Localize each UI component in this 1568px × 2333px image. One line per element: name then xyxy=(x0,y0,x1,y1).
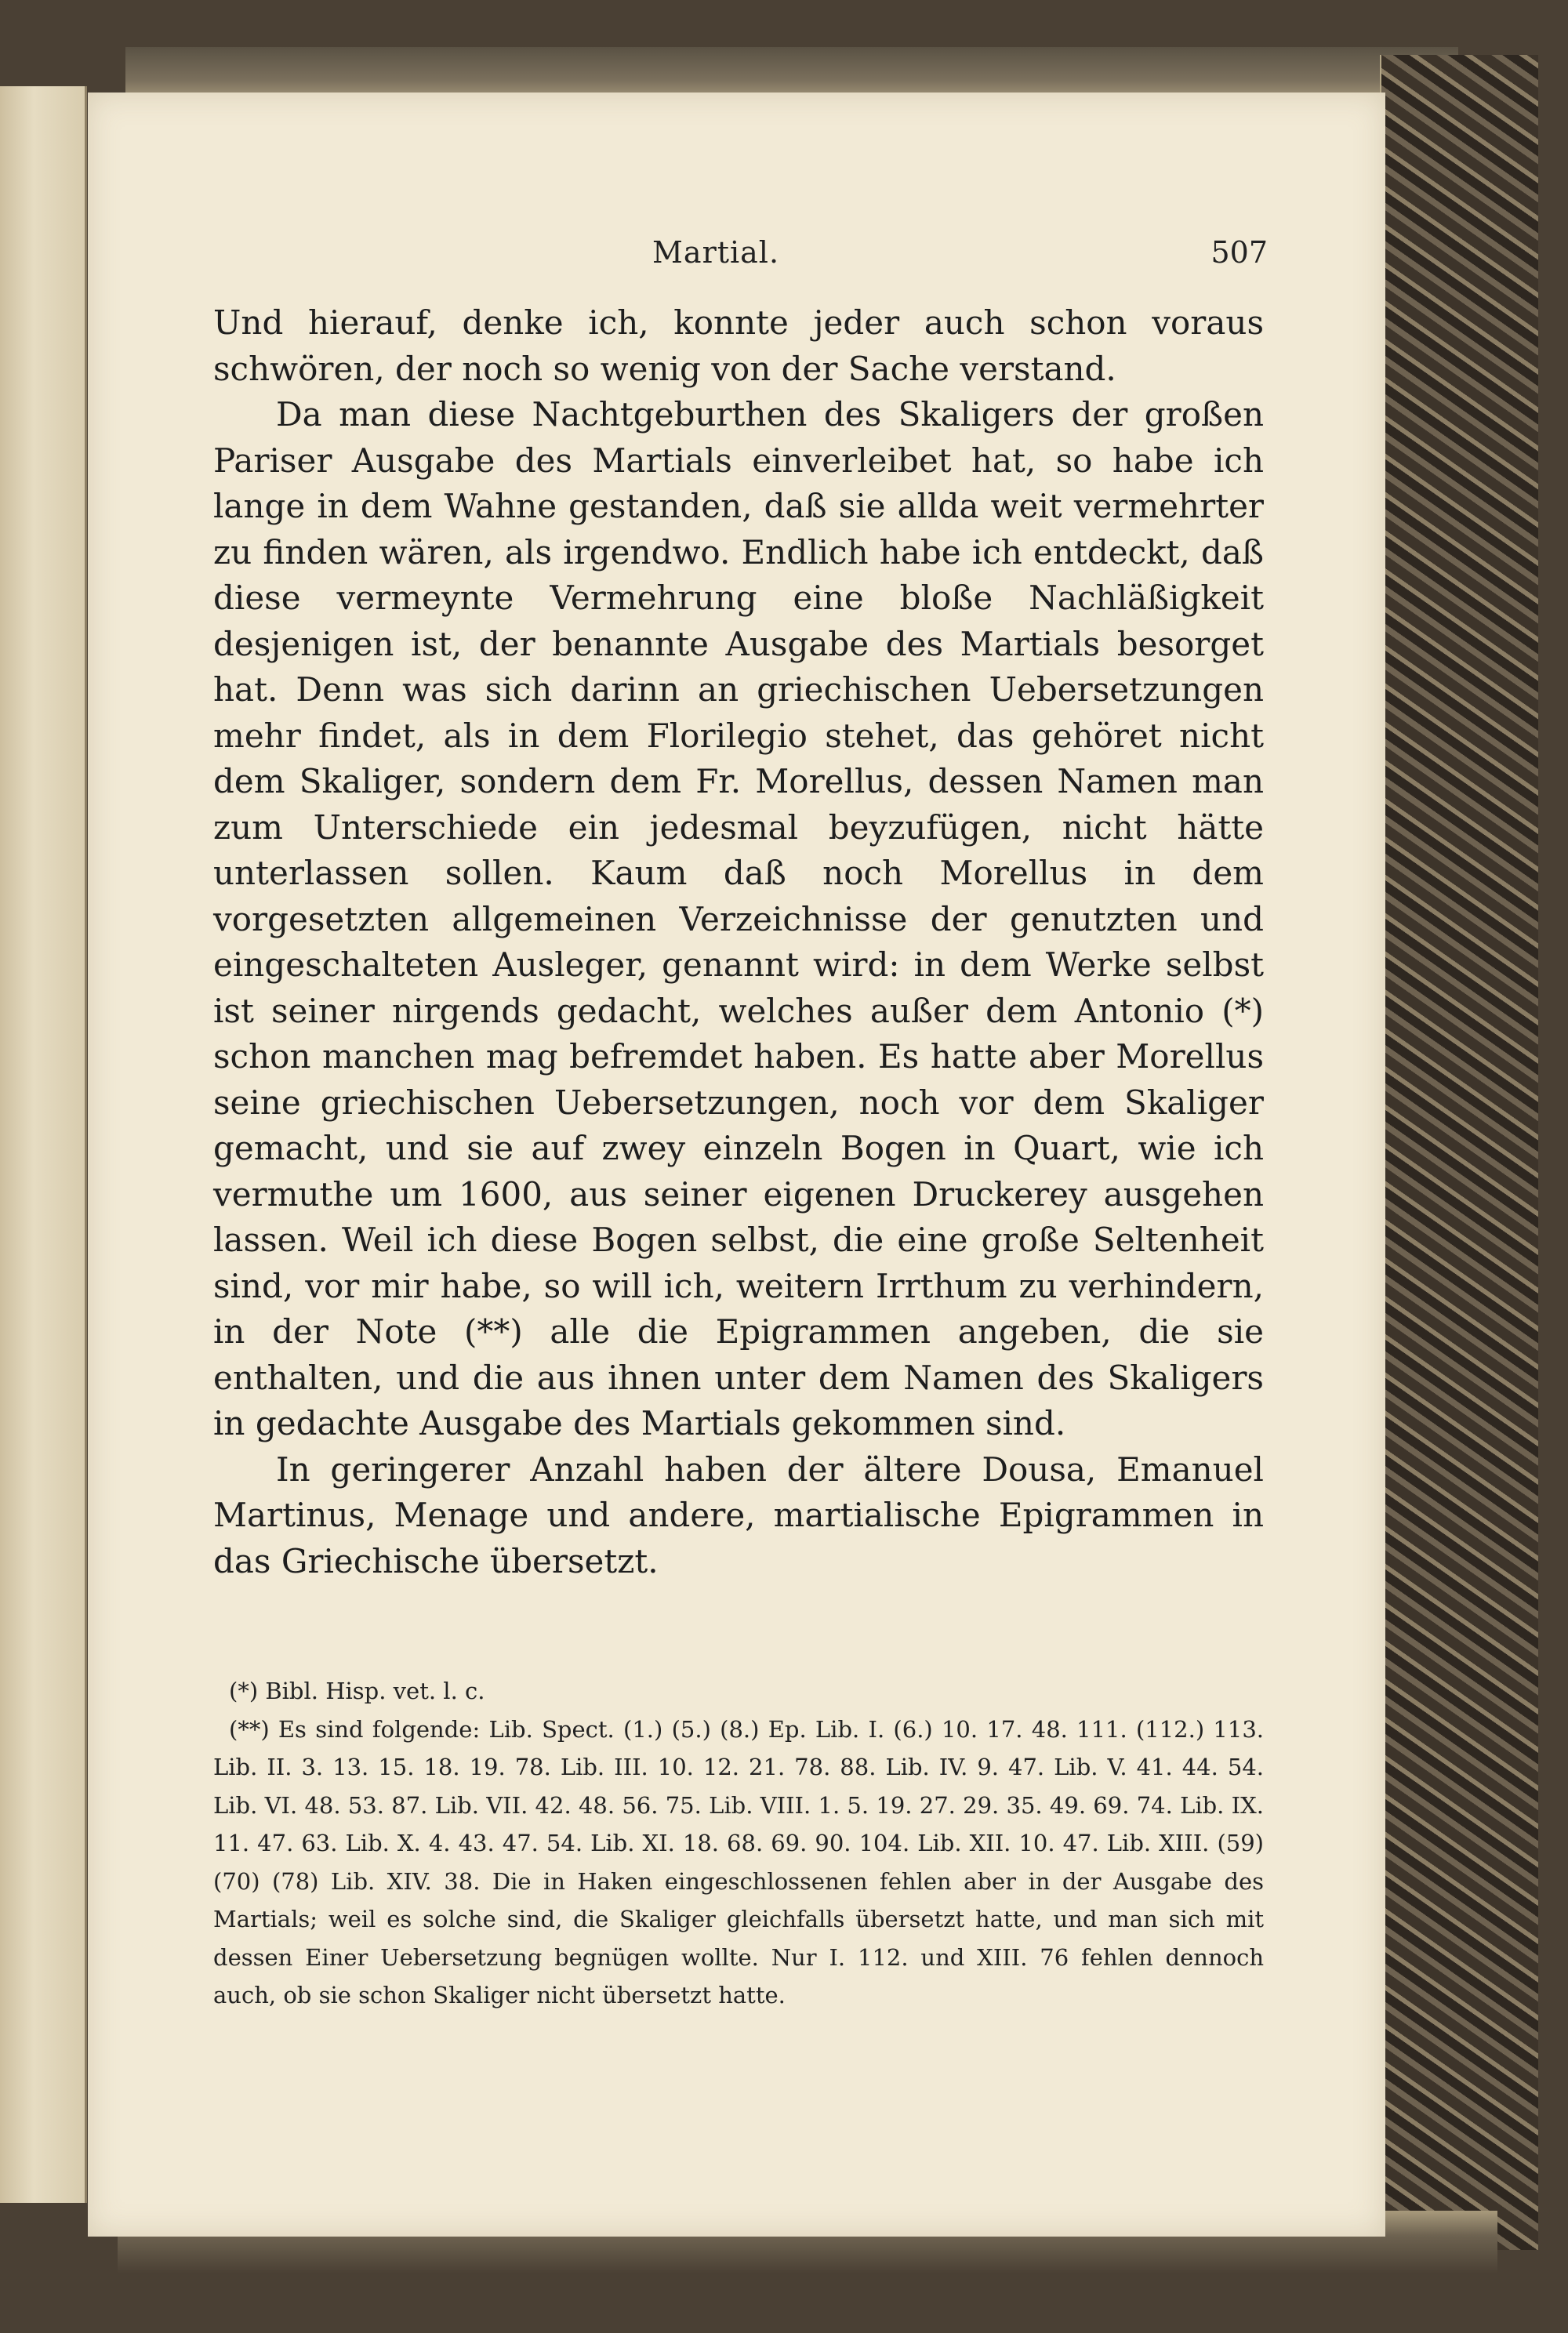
marbled-cover-board xyxy=(1380,55,1538,2250)
footnotes xyxy=(213,1672,1264,2015)
page-header xyxy=(88,235,1385,282)
page-number: 507 xyxy=(1210,235,1268,270)
running-title: Martial. xyxy=(652,235,780,270)
body-text xyxy=(213,300,1264,1584)
paragraph: Und hierauf, denke ich, konnte jeder auch schon voraus schwören, der noch so wenig von der Sache verstand. xyxy=(213,303,1264,388)
footnote: (**) Es sind folgende: Lib. Spect. (1.) (5.) (8.) Ep. Lib. I. (6.) 10. 17. 48. 111. (112.) 113. Lib. II. 3. 13. 15. 18. 19. 78. Lib. III. 10. 12. 21. 78. 88. Lib. IV. 9. 47. Lib. V. 41. 44. 54. Lib. VI. 48. 53. 87. Lib. VII. 42. 48. 56. 75. Lib. VIII. 1. 5. 19. 27. 29. 35. 49. 69. 74. Lib. IX. 11. 47. 63. Lib. X. 4. 43. 47. 54. Lib. XI. 18. 68. 69. 90. 104. Lib. XII. 10. 47. Lib. XIII. (59) (70) (78) Lib. XIV. 38. Die in Haken eingeschlossenen fehlen aber in der Ausgabe des Martials; weil es solche sind, die Skaliger gleichfalls übersetzt hatte, und man sich mit dessen Einer Uebersetzung begnügen wollte. Nur I. 112. und XIII. 76 fehlen dennoch auch, ob sie schon Skaliger nicht übersetzt hatte. xyxy=(213,1715,1264,2008)
paragraph: Da man diese Nachtgeburthen des Skaligers der großen Pariser Ausgabe des Martials einverleibet hat, so habe ich lange in dem Wahne gestanden, daß sie allda weit vermehrter zu finden wären, als irgendwo. Endlich habe ich entdeckt, daß diese vermeynte Vermehrung eine bloße Nachläßigkeit desjenigen ist, der benannte Ausgabe des Martials besorget hat. Denn was sich darinn an griechischen Uebersetzungen mehr findet, als in dem Florilegio stehet, das gehöret nicht dem Skaliger, sondern dem Fr. Morellus, dessen Namen man zum Unterschiede ein jedesmal beyzufügen, nicht hätte unterlassen sollen. Kaum daß noch Morellus in dem vorgesetzten allgemeinen Verzeichnisse der genutzten und eingeschalteten Ausleger, genannt wird: in dem Werke selbst ist seiner nirgends gedacht, welches außer dem Antonio (*) schon manchen mag befremdet haben. Es hatte aber Morellus seine griechischen Uebersetzungen, noch vor dem Skaliger gemacht, und sie auf zwey einzeln Bogen in Quart, wie ich vermuthe um 1600, aus seiner eigenen Druckerey ausgehen lassen. Weil ich diese Bogen selbst, die eine große Seltenheit sind, vor mir habe, so will ich, weitern Irrthum zu verhindern, in der Note (**) alle die Epigrammen angeben, die sie enthalten, und die aus ihnen unter dem Namen des Skaligers in gedachte Ausgabe des Martials gekommen sind. xyxy=(213,395,1264,1442)
facing-page-edge xyxy=(0,86,87,2203)
footnote: (*) Bibl. Hisp. vet. l. c. xyxy=(229,1678,485,1704)
paragraph: In geringerer Anzahl haben der ältere Dousa, Emanuel Martinus, Menage und andere, martialische Epigrammen in das Griechische übersetzt. xyxy=(213,1450,1264,1580)
book-page xyxy=(88,93,1385,2237)
